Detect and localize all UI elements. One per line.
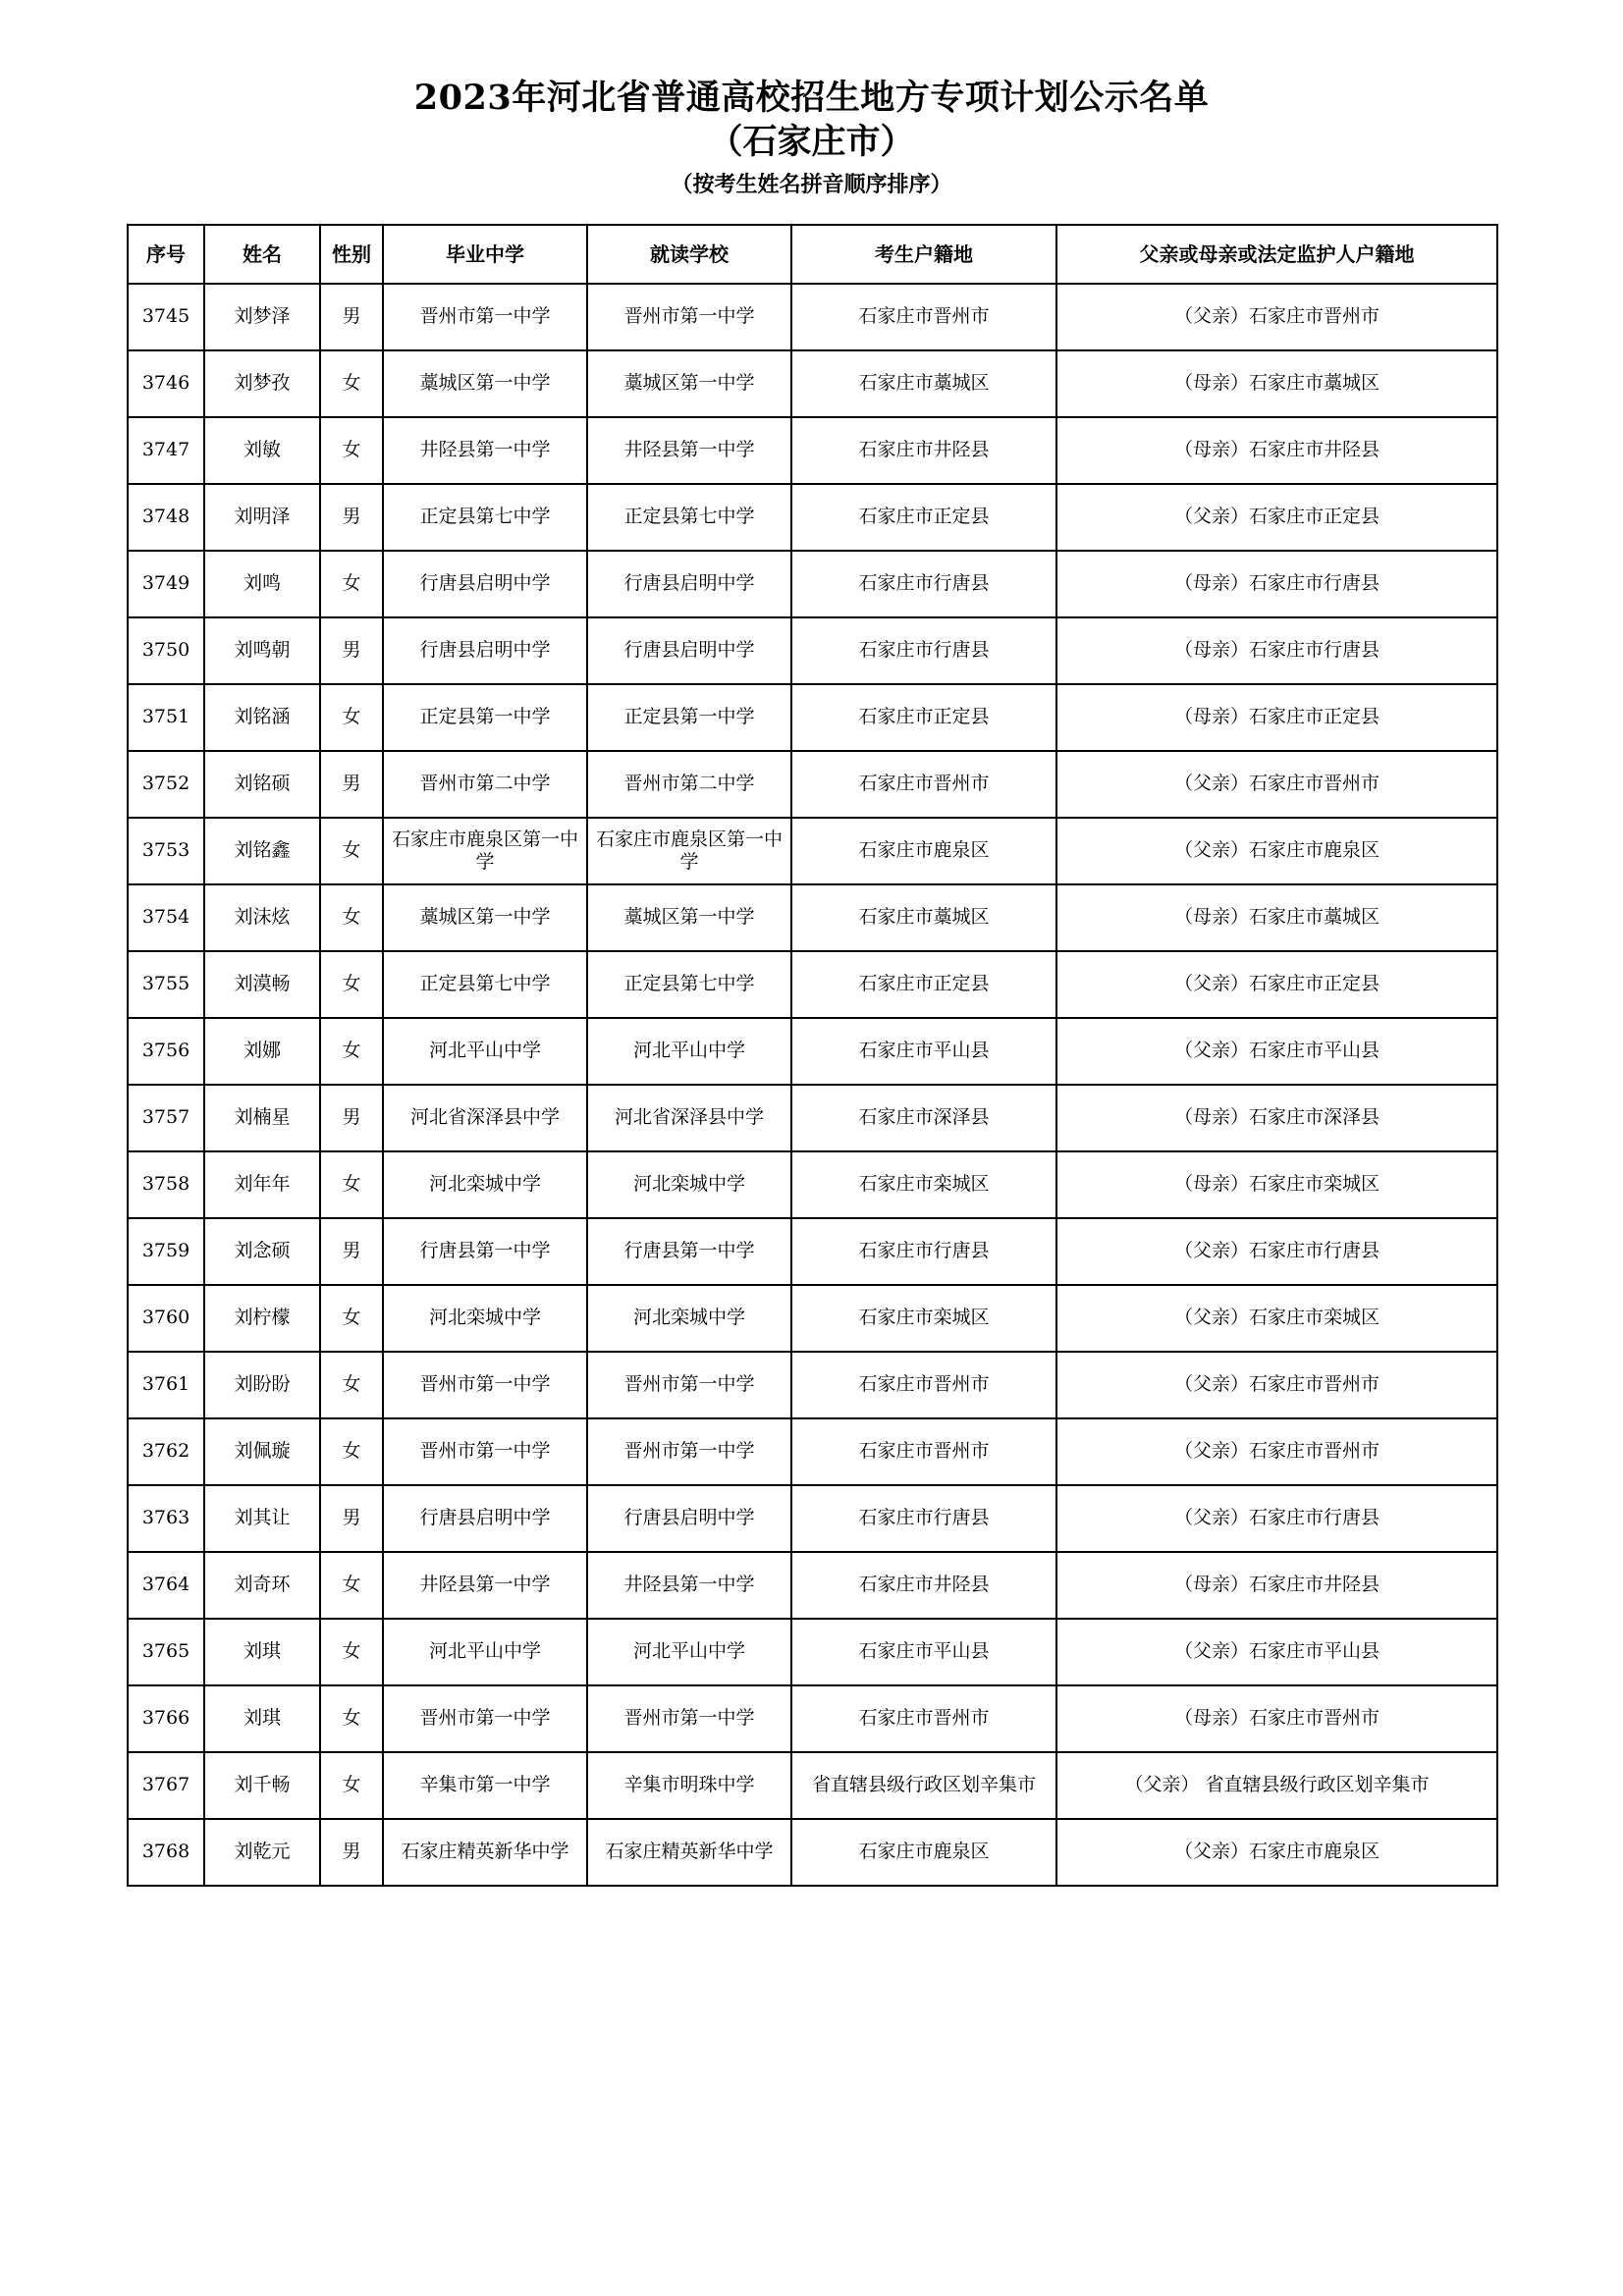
cell-guardian-residence: （母亲）石家庄市栾城区 (1056, 1151, 1497, 1218)
cell-attending-school: 藁城区第一中学 (587, 884, 791, 951)
cell-index-number: 3752 (128, 751, 204, 818)
cell-guardian-residence: （父亲）石家庄市正定县 (1056, 484, 1497, 551)
roster-table-wrapper (127, 224, 1496, 1887)
cell-gender: 女 (320, 951, 383, 1018)
cell-attending-school: 行唐县启明中学 (587, 551, 791, 617)
cell-candidate-residence: 石家庄市正定县 (791, 484, 1056, 551)
cell-guardian-residence: （母亲）石家庄市正定县 (1056, 684, 1497, 751)
table-row (128, 884, 1497, 951)
cell-graduating-school: 正定县第一中学 (383, 684, 587, 751)
cell-candidate-residence: 石家庄市晋州市 (791, 284, 1056, 350)
cell-student-name: 刘千畅 (204, 1752, 320, 1819)
cell-guardian-residence: （母亲）石家庄市藁城区 (1056, 884, 1497, 951)
cell-index-number: 3751 (128, 684, 204, 751)
cell-graduating-school: 正定县第七中学 (383, 484, 587, 551)
cell-graduating-school: 晋州市第一中学 (383, 1418, 587, 1485)
cell-index-number: 3765 (128, 1619, 204, 1685)
cell-student-name: 刘铭涵 (204, 684, 320, 751)
cell-guardian-residence: （父亲）石家庄市晋州市 (1056, 1418, 1497, 1485)
table-row (128, 284, 1497, 350)
cell-candidate-residence: 石家庄市晋州市 (791, 1352, 1056, 1418)
cell-candidate-residence: 石家庄市平山县 (791, 1619, 1056, 1685)
cell-attending-school: 石家庄市鹿泉区第一中学 (587, 818, 791, 884)
cell-graduating-school: 晋州市第一中学 (383, 284, 587, 350)
title-block (0, 0, 1623, 202)
cell-gender: 男 (320, 617, 383, 684)
cell-student-name: 刘铭硕 (204, 751, 320, 818)
cell-student-name: 刘其让 (204, 1485, 320, 1552)
cell-gender: 女 (320, 551, 383, 617)
cell-candidate-residence: 石家庄市正定县 (791, 951, 1056, 1018)
cell-candidate-residence: 省直辖县级行政区划辛集市 (791, 1752, 1056, 1819)
cell-gender: 男 (320, 1485, 383, 1552)
table-header (128, 225, 1497, 284)
cell-gender: 女 (320, 818, 383, 884)
cell-graduating-school: 行唐县第一中学 (383, 1218, 587, 1285)
cell-guardian-residence: （母亲）石家庄市晋州市 (1056, 1685, 1497, 1752)
table-row (128, 1552, 1497, 1619)
cell-candidate-residence: 石家庄市栾城区 (791, 1285, 1056, 1352)
cell-student-name: 刘楠星 (204, 1085, 320, 1151)
column-header-index: 序号 (128, 225, 204, 284)
table-row (128, 684, 1497, 751)
cell-attending-school: 晋州市第二中学 (587, 751, 791, 818)
cell-candidate-residence: 石家庄市晋州市 (791, 1685, 1056, 1752)
cell-index-number: 3767 (128, 1752, 204, 1819)
table-row (128, 1085, 1497, 1151)
cell-gender: 男 (320, 1218, 383, 1285)
cell-student-name: 刘敏 (204, 417, 320, 484)
cell-index-number: 3768 (128, 1819, 204, 1886)
cell-index-number: 3750 (128, 617, 204, 684)
cell-gender: 女 (320, 1018, 383, 1085)
cell-guardian-residence: （父亲）石家庄市平山县 (1056, 1018, 1497, 1085)
cell-guardian-residence: （母亲）石家庄市井陉县 (1056, 1552, 1497, 1619)
cell-candidate-residence: 石家庄市鹿泉区 (791, 1819, 1056, 1886)
cell-graduating-school: 行唐县启明中学 (383, 1485, 587, 1552)
cell-attending-school: 辛集市明珠中学 (587, 1752, 791, 1819)
cell-student-name: 刘铭鑫 (204, 818, 320, 884)
cell-attending-school: 行唐县启明中学 (587, 1485, 791, 1552)
cell-gender: 女 (320, 684, 383, 751)
cell-graduating-school: 行唐县启明中学 (383, 617, 587, 684)
cell-candidate-residence: 石家庄市鹿泉区 (791, 818, 1056, 884)
cell-candidate-residence: 石家庄市井陉县 (791, 1552, 1056, 1619)
cell-attending-school: 河北省深泽县中学 (587, 1085, 791, 1151)
cell-gender: 女 (320, 1685, 383, 1752)
cell-graduating-school: 井陉县第一中学 (383, 1552, 587, 1619)
cell-student-name: 刘娜 (204, 1018, 320, 1085)
cell-index-number: 3746 (128, 350, 204, 417)
cell-graduating-school: 河北栾城中学 (383, 1285, 587, 1352)
cell-graduating-school: 河北平山中学 (383, 1018, 587, 1085)
cell-gender: 女 (320, 1552, 383, 1619)
cell-guardian-residence: （父亲）石家庄市行唐县 (1056, 1218, 1497, 1285)
cell-guardian-residence: （父亲） 省直辖县级行政区划辛集市 (1056, 1752, 1497, 1819)
cell-student-name: 刘乾元 (204, 1819, 320, 1886)
cell-gender: 男 (320, 284, 383, 350)
cell-guardian-residence: （父亲）石家庄市晋州市 (1056, 751, 1497, 818)
cell-gender: 女 (320, 1619, 383, 1685)
cell-attending-school: 正定县第七中学 (587, 951, 791, 1018)
cell-graduating-school: 井陉县第一中学 (383, 417, 587, 484)
table-row (128, 1485, 1497, 1552)
cell-guardian-residence: （父亲）石家庄市晋州市 (1056, 1352, 1497, 1418)
cell-gender: 女 (320, 884, 383, 951)
cell-gender: 男 (320, 484, 383, 551)
cell-attending-school: 晋州市第一中学 (587, 1418, 791, 1485)
cell-index-number: 3758 (128, 1151, 204, 1218)
cell-student-name: 刘梦泽 (204, 284, 320, 350)
cell-graduating-school: 河北平山中学 (383, 1619, 587, 1685)
column-header-candidate-residence: 考生户籍地 (791, 225, 1056, 284)
cell-guardian-residence: （父亲）石家庄市鹿泉区 (1056, 1819, 1497, 1886)
cell-candidate-residence: 石家庄市井陉县 (791, 417, 1056, 484)
cell-student-name: 刘琪 (204, 1685, 320, 1752)
cell-gender: 男 (320, 1085, 383, 1151)
cell-index-number: 3747 (128, 417, 204, 484)
cell-candidate-residence: 石家庄市行唐县 (791, 551, 1056, 617)
table-row (128, 818, 1497, 884)
cell-graduating-school: 辛集市第一中学 (383, 1752, 587, 1819)
column-header-graduating-school: 毕业中学 (383, 225, 587, 284)
cell-candidate-residence: 石家庄市藁城区 (791, 350, 1056, 417)
cell-guardian-residence: （母亲）石家庄市行唐县 (1056, 551, 1497, 617)
cell-index-number: 3760 (128, 1285, 204, 1352)
cell-attending-school: 正定县第一中学 (587, 684, 791, 751)
cell-guardian-residence: （母亲）石家庄市藁城区 (1056, 350, 1497, 417)
cell-guardian-residence: （父亲）石家庄市鹿泉区 (1056, 818, 1497, 884)
cell-index-number: 3748 (128, 484, 204, 551)
cell-attending-school: 晋州市第一中学 (587, 1352, 791, 1418)
roster-table (127, 224, 1498, 1887)
cell-guardian-residence: （父亲）石家庄市晋州市 (1056, 284, 1497, 350)
table-row (128, 617, 1497, 684)
cell-attending-school: 正定县第七中学 (587, 484, 791, 551)
cell-gender: 男 (320, 751, 383, 818)
cell-student-name: 刘念硕 (204, 1218, 320, 1285)
cell-graduating-school: 藁城区第一中学 (383, 350, 587, 417)
cell-attending-school: 河北平山中学 (587, 1018, 791, 1085)
column-header-gender: 性别 (320, 225, 383, 284)
table-row (128, 751, 1497, 818)
table-header-row (128, 225, 1497, 284)
cell-gender: 女 (320, 1285, 383, 1352)
cell-guardian-residence: （母亲）石家庄市井陉县 (1056, 417, 1497, 484)
cell-attending-school: 行唐县启明中学 (587, 617, 791, 684)
table-row (128, 1151, 1497, 1218)
cell-guardian-residence: （父亲）石家庄市正定县 (1056, 951, 1497, 1018)
cell-candidate-residence: 石家庄市晋州市 (791, 1418, 1056, 1485)
cell-gender: 女 (320, 350, 383, 417)
table-row (128, 1819, 1497, 1886)
cell-candidate-residence: 石家庄市栾城区 (791, 1151, 1056, 1218)
cell-graduating-school: 晋州市第二中学 (383, 751, 587, 818)
cell-index-number: 3766 (128, 1685, 204, 1752)
cell-gender: 男 (320, 1819, 383, 1886)
cell-guardian-residence: （母亲）石家庄市行唐县 (1056, 617, 1497, 684)
table-row (128, 1752, 1497, 1819)
cell-graduating-school: 行唐县启明中学 (383, 551, 587, 617)
cell-guardian-residence: （父亲）石家庄市行唐县 (1056, 1485, 1497, 1552)
table-row (128, 350, 1497, 417)
cell-attending-school: 晋州市第一中学 (587, 1685, 791, 1752)
cell-attending-school: 井陉县第一中学 (587, 417, 791, 484)
cell-gender: 女 (320, 1418, 383, 1485)
cell-index-number: 3762 (128, 1418, 204, 1485)
cell-guardian-residence: （母亲）石家庄市深泽县 (1056, 1085, 1497, 1151)
table-row (128, 1018, 1497, 1085)
table-row (128, 551, 1497, 617)
cell-gender: 女 (320, 1352, 383, 1418)
cell-gender: 女 (320, 417, 383, 484)
cell-graduating-school: 正定县第七中学 (383, 951, 587, 1018)
cell-gender: 女 (320, 1752, 383, 1819)
table-row (128, 1418, 1497, 1485)
table-row (128, 417, 1497, 484)
cell-attending-school: 河北栾城中学 (587, 1151, 791, 1218)
page-title-region: （石家庄市） (708, 122, 915, 162)
cell-index-number: 3761 (128, 1352, 204, 1418)
cell-graduating-school: 藁城区第一中学 (383, 884, 587, 951)
cell-student-name: 刘明泽 (204, 484, 320, 551)
cell-graduating-school: 晋州市第一中学 (383, 1352, 587, 1418)
cell-candidate-residence: 石家庄市行唐县 (791, 1218, 1056, 1285)
cell-attending-school: 晋州市第一中学 (587, 284, 791, 350)
cell-attending-school: 井陉县第一中学 (587, 1552, 791, 1619)
cell-graduating-school: 河北栾城中学 (383, 1151, 587, 1218)
table-row (128, 951, 1497, 1018)
cell-candidate-residence: 石家庄市行唐县 (791, 617, 1056, 684)
cell-graduating-school: 河北省深泽县中学 (383, 1085, 587, 1151)
cell-attending-school: 藁城区第一中学 (587, 350, 791, 417)
table-row (128, 1285, 1497, 1352)
page-title: 2023年河北省普通高校招生地方专项计划公示名单 (413, 78, 1210, 118)
cell-index-number: 3756 (128, 1018, 204, 1085)
cell-attending-school: 河北栾城中学 (587, 1285, 791, 1352)
cell-candidate-residence: 石家庄市行唐县 (791, 1485, 1056, 1552)
cell-candidate-residence: 石家庄市深泽县 (791, 1085, 1056, 1151)
cell-student-name: 刘鸣朝 (204, 617, 320, 684)
cell-student-name: 刘年年 (204, 1151, 320, 1218)
cell-index-number: 3753 (128, 818, 204, 884)
column-header-name: 姓名 (204, 225, 320, 284)
cell-student-name: 刘柠檬 (204, 1285, 320, 1352)
cell-guardian-residence: （父亲）石家庄市栾城区 (1056, 1285, 1497, 1352)
cell-candidate-residence: 石家庄市晋州市 (791, 751, 1056, 818)
table-row (128, 1218, 1497, 1285)
cell-attending-school: 石家庄精英新华中学 (587, 1819, 791, 1886)
cell-candidate-residence: 石家庄市正定县 (791, 684, 1056, 751)
cell-index-number: 3754 (128, 884, 204, 951)
cell-student-name: 刘奇环 (204, 1552, 320, 1619)
cell-index-number: 3749 (128, 551, 204, 617)
cell-index-number: 3763 (128, 1485, 204, 1552)
cell-graduating-school: 石家庄精英新华中学 (383, 1819, 587, 1886)
cell-student-name: 刘漠畅 (204, 951, 320, 1018)
cell-index-number: 3759 (128, 1218, 204, 1285)
cell-candidate-residence: 石家庄市藁城区 (791, 884, 1056, 951)
cell-attending-school: 河北平山中学 (587, 1619, 791, 1685)
cell-attending-school: 行唐县第一中学 (587, 1218, 791, 1285)
cell-student-name: 刘鸣 (204, 551, 320, 617)
cell-candidate-residence: 石家庄市平山县 (791, 1018, 1056, 1085)
page-subtitle-sort-note: （按考生姓名拼音顺序排序） (671, 172, 952, 197)
cell-index-number: 3755 (128, 951, 204, 1018)
cell-student-name: 刘沫炫 (204, 884, 320, 951)
cell-student-name: 刘梦孜 (204, 350, 320, 417)
table-row (128, 1619, 1497, 1685)
table-body (128, 284, 1497, 1886)
cell-student-name: 刘琪 (204, 1619, 320, 1685)
column-header-attending-school: 就读学校 (587, 225, 791, 284)
cell-gender: 女 (320, 1151, 383, 1218)
cell-graduating-school: 石家庄市鹿泉区第一中学 (383, 818, 587, 884)
column-header-guardian-residence: 父亲或母亲或法定监护人户籍地 (1056, 225, 1497, 284)
cell-index-number: 3745 (128, 284, 204, 350)
table-row (128, 484, 1497, 551)
cell-graduating-school: 晋州市第一中学 (383, 1685, 587, 1752)
table-row (128, 1352, 1497, 1418)
cell-index-number: 3764 (128, 1552, 204, 1619)
table-row (128, 1685, 1497, 1752)
cell-guardian-residence: （父亲）石家庄市平山县 (1056, 1619, 1497, 1685)
cell-student-name: 刘佩璇 (204, 1418, 320, 1485)
cell-student-name: 刘盼盼 (204, 1352, 320, 1418)
cell-index-number: 3757 (128, 1085, 204, 1151)
